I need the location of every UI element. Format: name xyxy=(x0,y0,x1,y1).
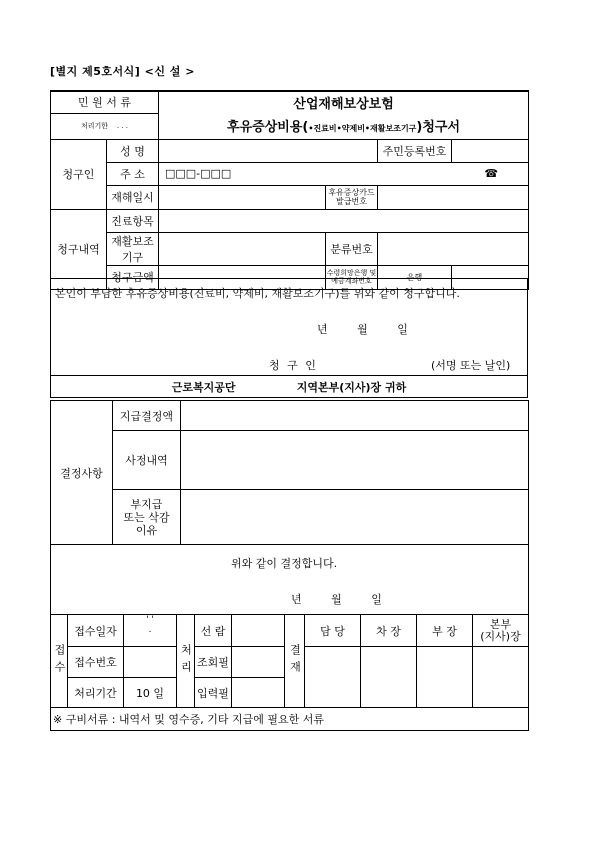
claim-amount-label: 청구금액 xyxy=(107,265,159,289)
claimant-sign-label: 청 구 인 xyxy=(269,359,318,372)
process-period-value: 10 일 xyxy=(124,678,177,708)
addressee: 근로복지공단 지역본부(지사)장 귀하 xyxy=(51,376,528,398)
receipt-number-field[interactable] xyxy=(124,647,177,678)
head-label: 본부 (지사)장 xyxy=(473,615,529,647)
view-label: 선 람 xyxy=(195,615,232,647)
input-label: 입력필 xyxy=(195,678,232,708)
card-number-label: 후유증상카드 발급번호 xyxy=(326,185,378,209)
address-field[interactable] xyxy=(159,162,529,185)
rrn-field[interactable] xyxy=(452,139,529,162)
statement-table xyxy=(50,278,528,398)
decision-confirm-text: 위와 같이 결정합니다. xyxy=(231,557,338,570)
form-title-line2: 후유증상비용(•진료비•약제비•재활보조기구)청구서 xyxy=(159,113,529,139)
accident-date-field[interactable] xyxy=(159,185,326,209)
form-header: [별지 제5호서식] <신 설 > xyxy=(50,65,195,78)
manager-sign[interactable] xyxy=(417,647,473,708)
civil-docs-label: 민 원 서 류 xyxy=(51,91,159,113)
statement-text: 본인이 부담한 후유증상비용(진료비, 약제비, 재활보조기구)를 위와 같이 청구합니다. xyxy=(55,287,460,300)
accident-date-label: 재해일시 xyxy=(107,185,159,209)
receipt-number-label: 접수번호 xyxy=(68,647,124,678)
form-title-line1: 산업재해보상보험 xyxy=(159,91,529,113)
sign-or-seal[interactable]: (서명 또는 날인) xyxy=(431,359,511,372)
statement-block xyxy=(51,279,528,376)
approval-section: 결재 xyxy=(285,615,305,708)
receipt-date-label: 접수일자 xyxy=(68,615,124,647)
rehab-device-label: 재활보조기구 xyxy=(107,232,159,265)
treatment-label: 진료항목 xyxy=(107,209,159,232)
reject-reason-field[interactable] xyxy=(181,490,529,545)
process-period-label: 처리기간 xyxy=(68,678,124,708)
required-docs-note: ※ 구비서류 : 내역서 및 영수증, 기타 지급에 필요한 서류 xyxy=(51,708,529,731)
staff-label: 담 당 xyxy=(305,615,361,647)
review-field[interactable] xyxy=(181,431,529,490)
name-label: 성 명 xyxy=(107,139,159,162)
decision-section: 결정사항 xyxy=(51,401,113,545)
head-sign[interactable] xyxy=(473,647,529,708)
rrn-label: 주민등록번호 xyxy=(378,139,452,162)
receipt-date-field[interactable]: ' ' . xyxy=(124,615,177,647)
claim-form-table xyxy=(50,90,529,290)
class-number-label: 분류번호 xyxy=(326,232,378,265)
input-field[interactable] xyxy=(232,678,285,708)
bank-field[interactable]: 은행 xyxy=(378,265,452,289)
approval-table xyxy=(50,614,529,731)
claim-section: 청구내역 xyxy=(51,209,107,289)
inquiry-field[interactable] xyxy=(232,647,285,678)
bank-account-label: 수령희망은행 및 예금계좌번호 xyxy=(326,265,378,289)
pay-amount-label: 지급결정액 xyxy=(113,401,181,431)
receipt-section: 접수 xyxy=(51,615,68,708)
class-number-field[interactable] xyxy=(378,232,529,265)
decision-table xyxy=(50,400,529,615)
treatment-field[interactable] xyxy=(159,209,529,232)
staff-sign[interactable] xyxy=(305,647,361,708)
process-section: 처리 xyxy=(177,615,195,708)
pay-amount-field[interactable] xyxy=(181,401,529,431)
deputy-sign[interactable] xyxy=(361,647,417,708)
processing-period: 처리기한 . . . xyxy=(51,113,159,139)
rehab-device-field[interactable] xyxy=(159,232,326,265)
statement-date[interactable]: 년 월 일 xyxy=(317,323,408,336)
decision-confirm-block xyxy=(51,545,529,615)
claimant-section: 청구인 xyxy=(51,139,107,209)
name-field[interactable] xyxy=(159,139,378,162)
card-number-field[interactable] xyxy=(378,185,529,209)
manager-label: 부 장 xyxy=(417,615,473,647)
view-field[interactable] xyxy=(232,615,285,647)
decision-date[interactable]: 년 월 일 xyxy=(291,593,382,606)
inquiry-label: 조회필 xyxy=(195,647,232,678)
reject-reason-label: 부지급 또는 삭감 이유 xyxy=(113,490,181,545)
review-label: 사정내역 xyxy=(113,431,181,490)
phone-icon: ☎ xyxy=(484,166,499,180)
address-label: 주 소 xyxy=(107,162,159,185)
deputy-label: 차 장 xyxy=(361,615,417,647)
postal-code-boxes: □□□-□□□ xyxy=(165,167,232,180)
